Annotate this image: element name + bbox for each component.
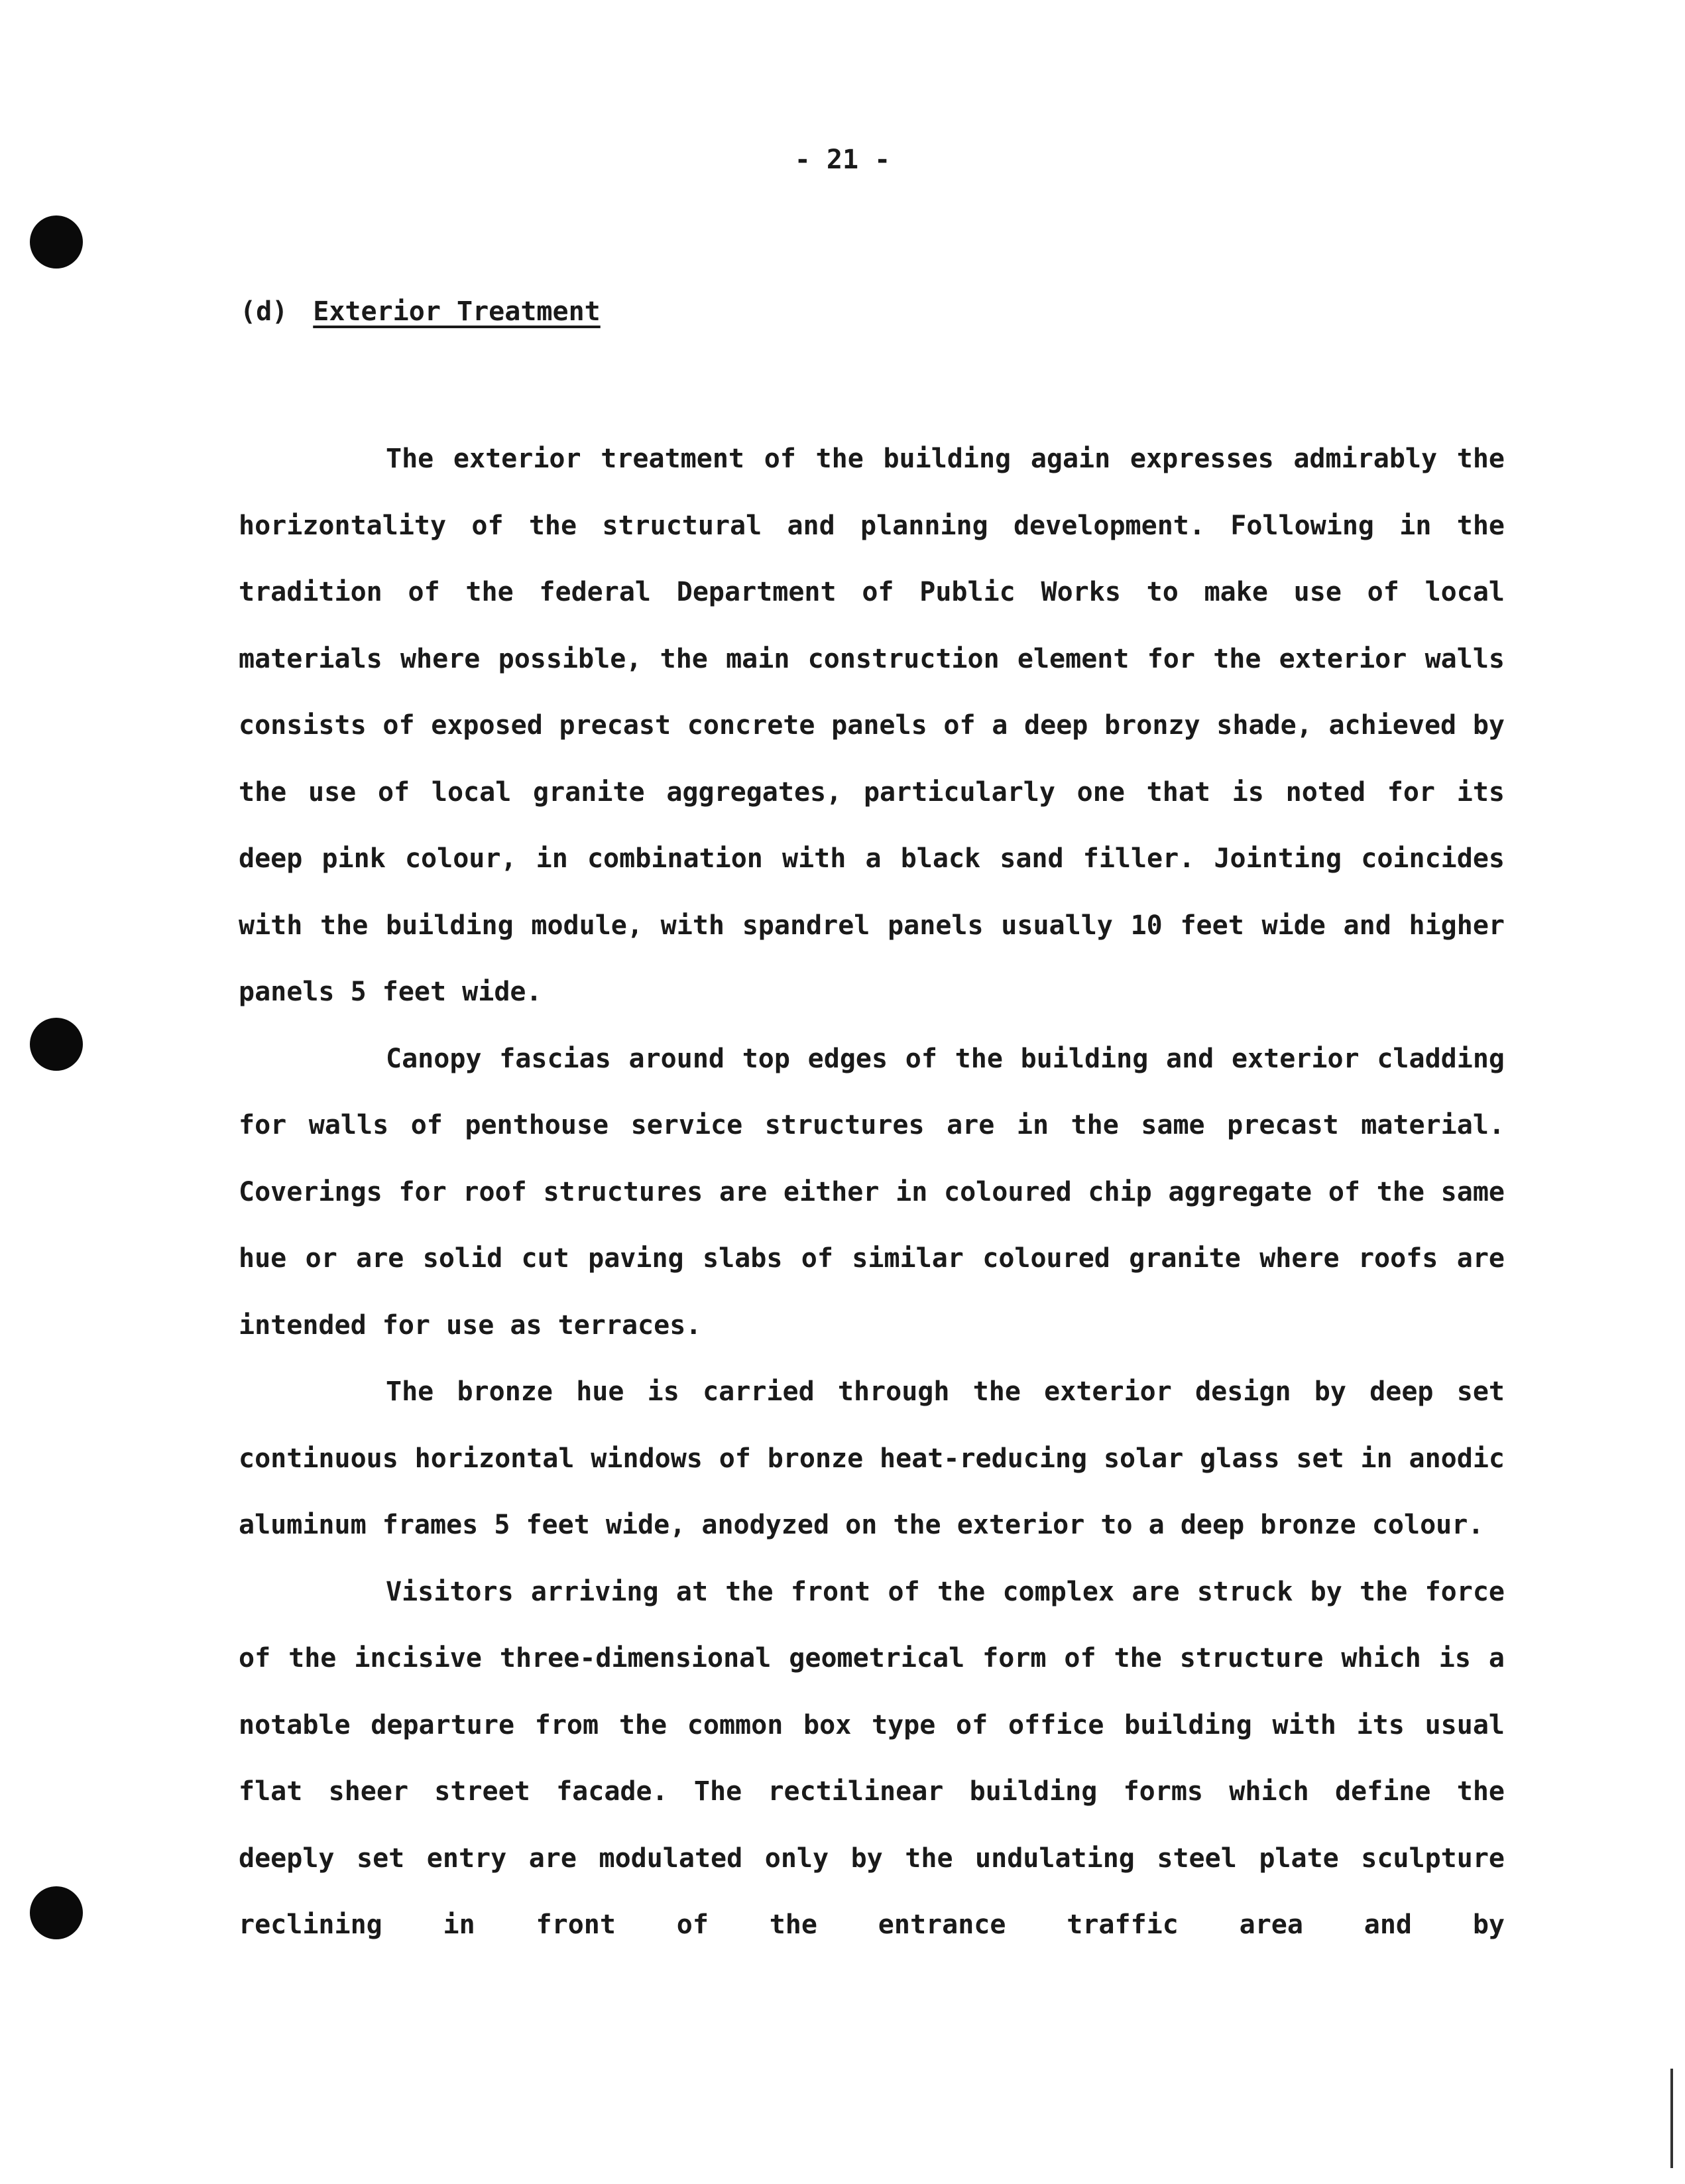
binder-hole — [30, 1886, 83, 1939]
paragraph: Canopy fascias around top edges of the building and exterior cladding for walls of penthouse service structures are in the same precast material. Coverings for roof structures are either in coloured chip aggregate of the same hue or are solid cut paving slabs of similar coloured granite where roofs are intended for use as terraces. — [239, 1043, 1505, 1341]
paragraph: The exterior treatment of the building again expresses admirably the horizontality of the structural and planning development. Following in the tradition of the federal Department of Public Works to make use of local materials where possible, the main construction element for the exterior walls consists of exposed precast concrete panels of a deep bronzy shade, achieved by the use of local granite aggregates, particularly one that is noted for its deep pink colour, in combination with a black sand filler. Jointing coincides with the building module, with spandrel panels usually 10 feet wide and higher panels 5 feet wide. — [239, 444, 1505, 1007]
binder-hole — [30, 215, 83, 269]
binder-hole — [30, 1018, 83, 1071]
section-title: Exterior Treatment — [313, 296, 601, 327]
section-heading — [240, 296, 601, 327]
page-number: - 21 - — [794, 145, 891, 175]
paragraph: The bronze hue is carried through the exterior design by deep set continuous horizontal windows of bronze heat-reducing solar glass set in anodic aluminum frames 5 feet wide, anodyzed on the exterior to a deep bronze colour. — [239, 1376, 1505, 1540]
paragraph: Visitors arriving at the front of the complex are struck by the force of the incisive three-dimensional geometrical form of the structure which is a notable departure from the common box type of office building with its usual flat sheer street facade. The rectilinear building forms which define the deeply set entry are modulated only by the undulating steel plate sculpture reclining in front of the entrance traffic area and by — [239, 1576, 1505, 1940]
section-label: (d) — [240, 296, 288, 327]
page-edge-mark — [1670, 2069, 1673, 2168]
body-text — [239, 426, 1505, 1959]
